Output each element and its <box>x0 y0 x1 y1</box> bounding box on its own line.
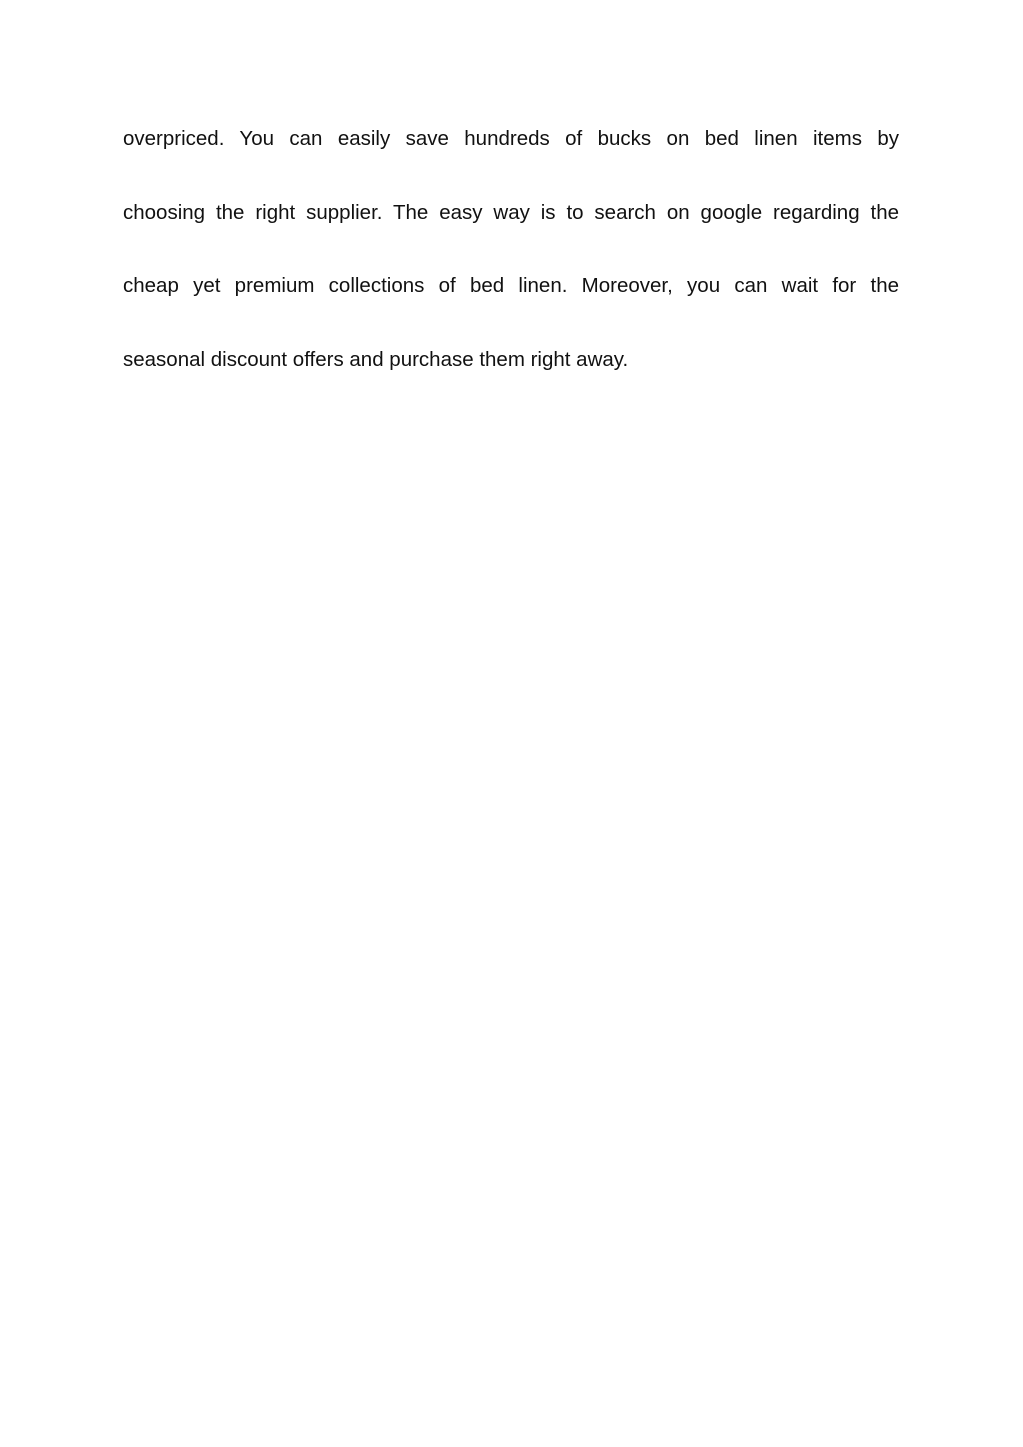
body-paragraph <box>123 119 899 413</box>
paragraph-line-1: overpriced. You can easily save hundreds of bucks on bed linen items by <box>123 127 899 150</box>
paragraph-line-4: seasonal discount offers and purchase them right away. <box>123 347 629 371</box>
paragraph-line-2: choosing the right supplier. The easy way is to search on google regarding the <box>123 200 899 224</box>
paragraph-line-3: cheap yet premium collections of bed linen. Moreover, you can wait for the <box>123 274 899 297</box>
